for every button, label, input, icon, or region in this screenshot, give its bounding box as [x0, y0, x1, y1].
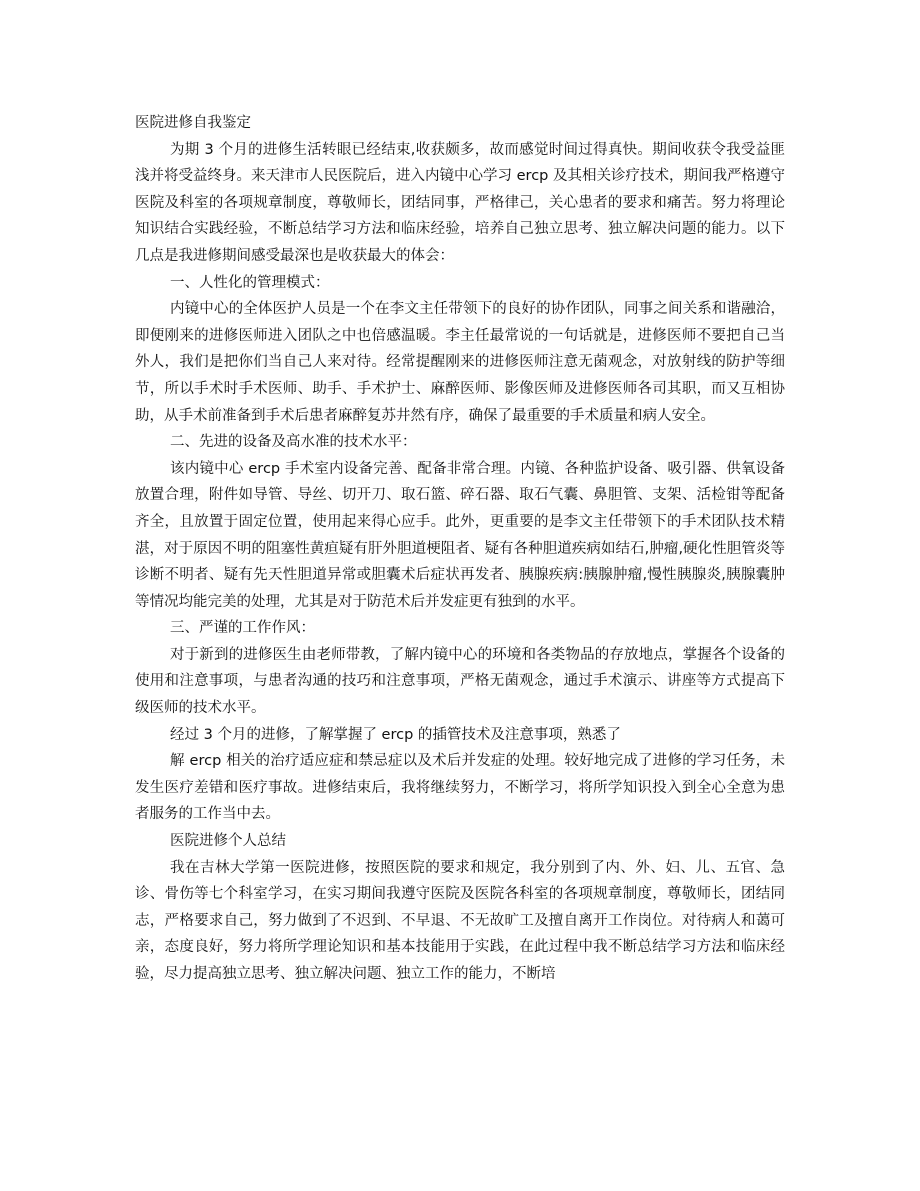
section-1-paragraph: 内镜中心的全体医护人员是一个在李文主任带领下的良好的协作团队，同事之间关系和谐融洽，即便刚来的进修医师进入团队之中也倍感温暖。李主任最常说的一句话就是，进修医师不要把自己当外人，我们是把你们当自己人来对待。经常提醒刚来的进修医师注意无菌观念，对放射线的防护等细节，所以手术时手术医师、助手、手术护士、麻醉医师、影像医师及进修医师各司其职，而又互相协助，从手术前准备到手术后患者麻醉复苏井然有序，确保了最重要的手术质量和病人安全。 [135, 301, 785, 424]
section-3-paragraph: 对于新到的进修医生由老师带教，了解内镜中心的环境和各类物品的存放地点，掌握各个设备的使用和注意事项，与患者沟通的技巧和注意事项，严格无菌观念，通过手术演示、讲座等方式提高下级医师的技术水平。 [135, 646, 785, 717]
second-title: 医院进修个人总结 [170, 833, 286, 850]
second-paragraph: 我在吉林大学第一医院进修，按照医院的要求和规定，我分别到了内、外、妇、儿、五官、急诊、骨伤等七个科室学习，在实习期间我遵守医院及医院各科室的各项规章制度，尊敬师长，团结同志，严格要求自己，努力做到了不迟到、不早退、不无故旷工及擅自离开工作岗位。对待病人和蔼可亲，态度良好，努力将所学理论知识和基本技能用于实践，在此过程中我不断总结学习方法和临床经验，尽力提高独立思考、独立解决问题、独立工作的能力，不断培 [135, 859, 785, 982]
section-heading-1: 一、人性化的管理模式： [170, 274, 330, 291]
section-heading-3: 三、严谨的工作作风： [170, 620, 315, 637]
section-heading-2: 二、先进的设备及高水准的技术水平： [170, 434, 417, 451]
summary-paragraph: 解 ercp 相关的治疗适应症和禁忌症以及术后并发症的处理。较好地完成了进修的学习任务，未发生医疗差错和医疗事故。进修结束后，我将继续努力，不断学习，将所学知识投入到全心全意为患者服务的工作当中去。 [135, 753, 785, 823]
document-title: 医院进修自我鉴定 [135, 115, 251, 131]
document-body [135, 110, 785, 988]
intro-paragraph: 为期 3 个月的进修生活转眼已经结束,收获颇多，故而感觉时间过得真快。期间收获令我受益匪浅并将受益终身。来天津市人民医院后，进入内镜中心学习 ercp 及其相关诊疗技术，期间我严格遵守医院及科室的各项规章制度，尊敬师长，团结同事，严格律己，关心患者的要求和痛苦。努力将理论知识结合实践经验，不断总结学习方法和临床经验，培养自己独立思考、独立解决问题的能力。以下几点是我进修期间感受最深也是收获最大的体会： [135, 141, 785, 264]
summary-line: 经过 3 个月的进修，了解掌握了 ercp 的插管技术及注意事项，熟悉了 [170, 726, 621, 743]
section-2-paragraph: 该内镜中心 ercp 手术室内设备完善、配备非常合理。内镜、各种监护设备、吸引器、供氧设备放置合理，附件如导管、导丝、切开刀、取石篮、碎石器、取石气囊、鼻胆管、支架、活检钳等配备齐全，且放置于固定位置，使用起来得心应手。此外，更重要的是李文主任带领下的手术团队技术精湛，对于原因不明的阻塞性黄疸疑有肝外胆道梗阻者、疑有各种胆道疾病如结石,肿瘤,硬化性胆管炎等诊断不明者、疑有先天性胆道异常或胆囊术后症状再发者、胰腺疾病:胰腺肿瘤,慢性胰腺炎,胰腺囊肿等情况均能完美的处理，尤其是对于防范术后并发症更有独到的水平。 [135, 460, 785, 610]
